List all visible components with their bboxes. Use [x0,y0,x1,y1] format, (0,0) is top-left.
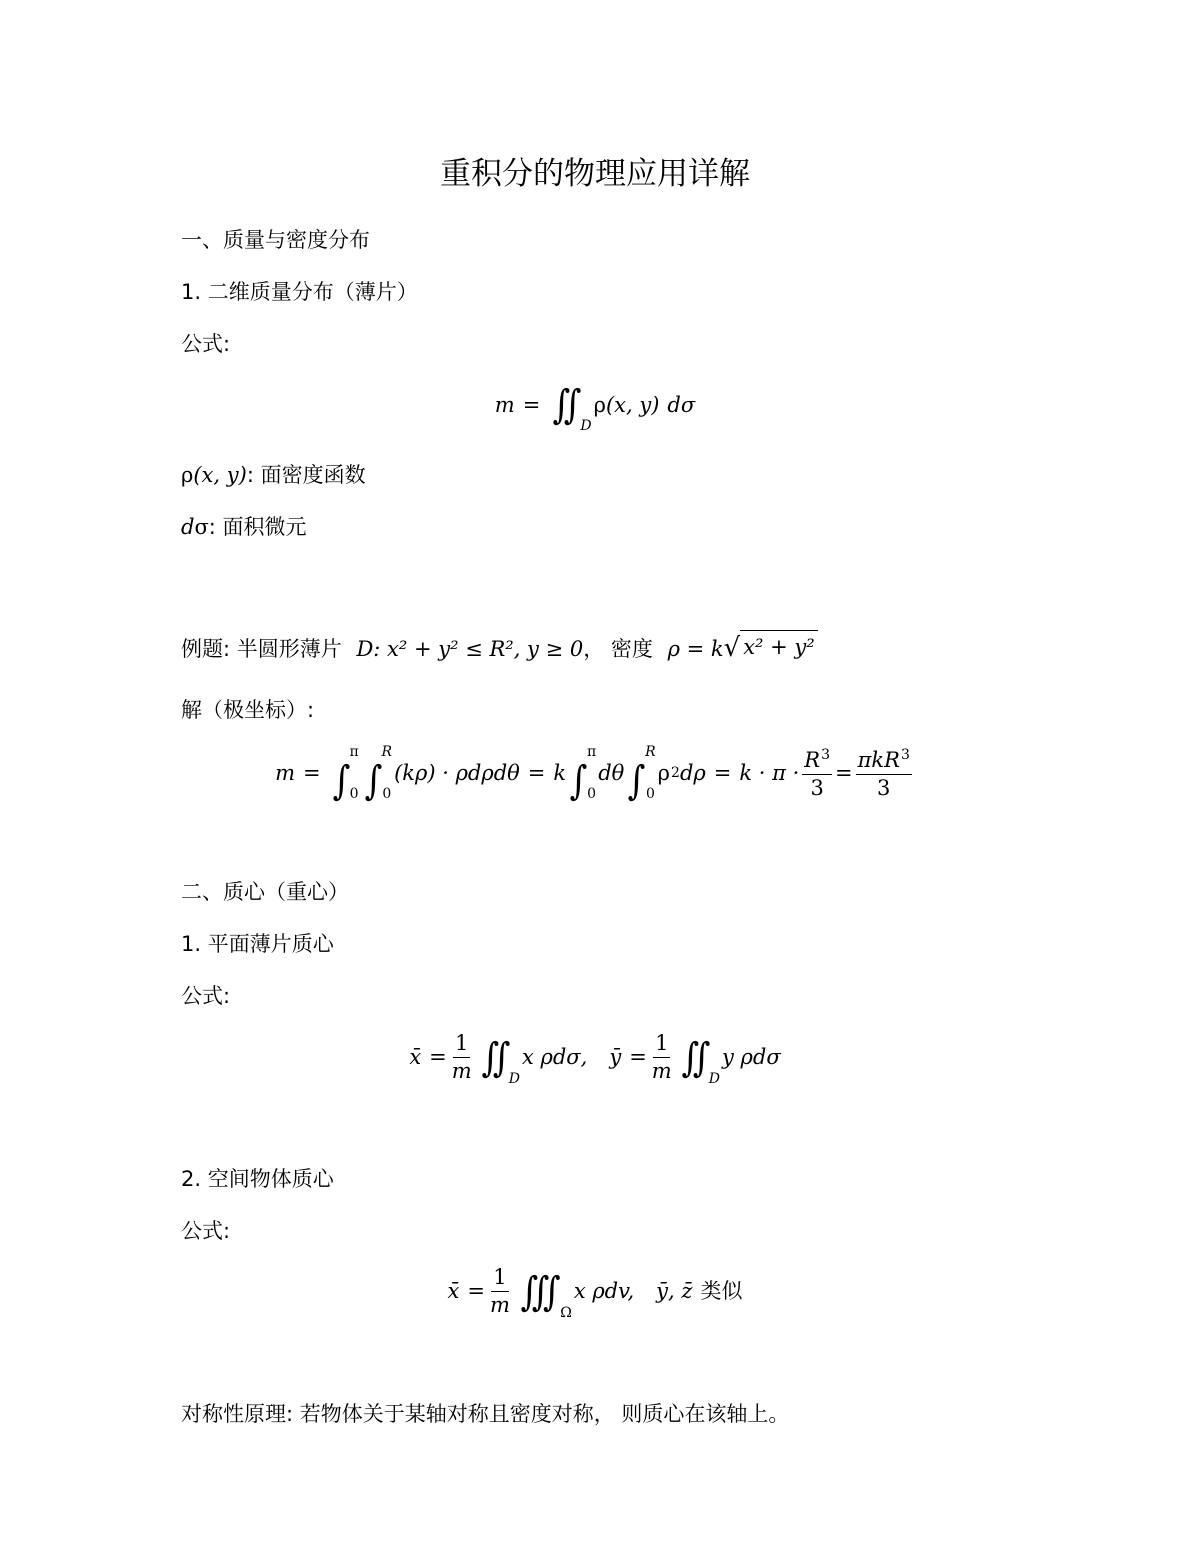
example-region: D: x² + y² ≤ R², y ≥ 0 [356,637,584,661]
equals-sign: = [522,392,541,417]
area-differential: dσ [667,392,696,417]
definition-density: ρ(x, y): 面密度函数 [181,463,366,487]
space-centroid-formula: x̄ = $\frac{1}{m}$ ∭ Ω x ρdv, ȳ, z̄ 类似 [447,1265,743,1321]
double-integral: ∬ D [481,1034,520,1087]
integral-rho: ∫ R 0 [364,744,393,804]
solution-formula: m = ∫ π 0 ∫ R 0 (kρ) · ρdρdθ = k ∫ π 0 dθ ∫ R 0 ρ 2 dρ = k · π · $\frac{R^3}{3}$ = $\frac{\pi kR^3}{3}$ [275,744,910,804]
formula-label-2: 公式: [181,984,231,1008]
integral-rho-2: ∫ R 0 [627,744,656,804]
formula-label: 公式: [181,332,231,356]
plane-centroid-formula: x̄ = $\frac{1}{m}$ ∬ D x ρdσ, ȳ = $\frac{1}{m}$ ∬ D y ρdσ [409,1031,781,1087]
integral-region: D [580,418,592,434]
triple-integral: ∭ Ω [520,1268,572,1321]
double-integral: ∬ D [552,382,592,434]
solution-label: 解（极坐标）: [181,698,315,722]
page-title: 重积分的物理应用详解 [440,156,750,192]
double-integral-2: ∬ D [681,1034,721,1087]
formula-label-3: 公式: [181,1219,231,1243]
subheading-plane-centroid: 1. 平面薄片质心 [181,932,334,956]
section-heading-centroid: 二、质心（重心） [181,880,349,904]
fraction-r3-over-3: $\frac{R^3}{3}$ [804,746,830,800]
section-heading-mass: 一、质量与密度分布 [181,228,370,252]
symmetry-principle: 对称性原理: 若物体关于某轴对称且密度对称， 则质心在该轴上。 [181,1402,790,1426]
mass-symbol: m [494,392,515,417]
density-symbol: ρ [593,392,606,417]
fraction-result: $\frac{\pi kR^3}{3}$ [857,746,910,800]
sqrt: √ x² + y² [724,630,818,661]
subheading-2d-mass: 1. 二维质量分布（薄片） [181,280,418,304]
integral-theta-2: ∫ π 0 [569,744,597,804]
definition-area-element: dσ: 面积微元 [181,515,307,539]
mass-formula [0,382,1190,434]
subheading-space-centroid: 2. 空间物体质心 [181,1167,334,1191]
example-statement: 例题: 半圆形薄片 D: x² + y² ≤ R², y ≥ 0， 密度 ρ = k √ x² + y² [181,630,818,663]
integral-theta: ∫ π 0 [332,744,359,804]
density-args: (x, y) [605,392,660,417]
density-lhs: ρ = k [667,637,724,661]
